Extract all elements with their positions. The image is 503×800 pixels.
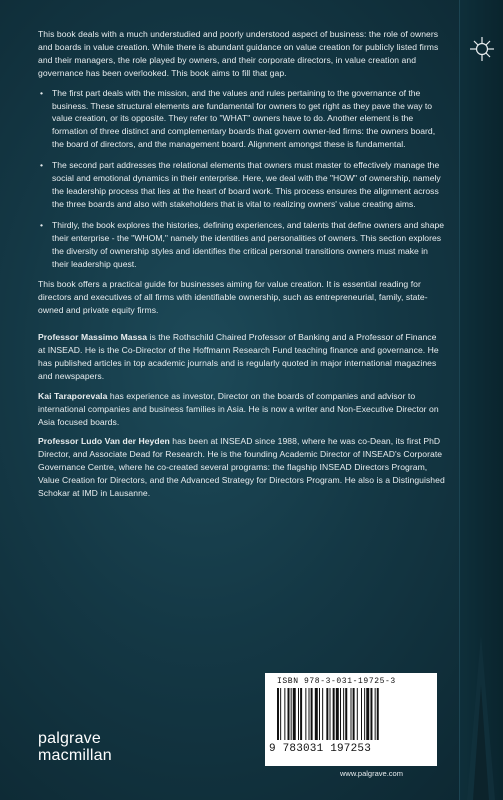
content-bullet-list <box>38 87 446 271</box>
back-cover-text <box>38 28 446 507</box>
author-name: Kai Taraporevala <box>38 390 108 401</box>
author-bio <box>38 331 446 383</box>
barcode-icon <box>277 688 425 740</box>
bullet-item: • The first part deals with the mission, and the values and rules pertaining to the governance of the business. These structural elements are fundamental for owners to get right as they pave the way to value creation, or its opposite. They refer to "WHAT" owners have to do. Another element is the formation of three distinct and complementary boards that govern owner-led firms: the owners board, the board of directors, and the management board. Alignment amongst these is fundamental. <box>38 87 446 152</box>
palgrave-spine-logo-icon <box>469 36 495 62</box>
author-name: Professor Massimo Massa <box>38 332 148 343</box>
author-bio <box>38 435 446 500</box>
isbn-label: ISBN 978-3-031-19725-3 <box>277 677 396 686</box>
closing-paragraph: This book offers a practical guide for businesses aiming for value creation. It is essential reading for directors and executives of all firms with identifiable ownership, such as entrepreneurial, family, state-owned and private equity firms. <box>38 279 428 316</box>
bullet-item: • Thirdly, the book explores the histories, defining experiences, and talents that define owners and shape their enterprise - the "WHOM," namely the identities and personalities of owners. This section explores the diversity of ownership styles and identifies the critical personal transitions owners must make in their leadership quest. <box>38 219 446 271</box>
publisher-name-line2: macmillan <box>38 747 112 764</box>
bullet-item: • The second part addresses the relational elements that owners must master to effectively manage the social and emotional dynamics in their enterprise. Here, we deal with the "HOW" of ownership, namely the leadership process that lies at the heart of board work. This process ensures the alignment across the three boards and also with stakeholders that is vital to realizing owners' value creating aims. <box>38 159 446 211</box>
author-description: has been at INSEAD since 1988, where he was co-Dean, its first PhD Director, and Associate Dead for Research. He is the founding Academic Director of INSEAD's Corporate Governance Centre, where he co-created several programs: the flagship INSEAD Directors Program, Value Creation for Directors, and the Advanced Strategy for Directors Program. He also is a Distinguished Schokar at IMD in Lausanne. <box>38 436 445 499</box>
publisher-logo <box>38 730 112 764</box>
isbn-barcode-box <box>265 673 437 766</box>
author-description: has experience as investor, Director on the boards of companies and advisor to international companies and business families in Asia. He is now a writer and Non-Executive Director on Asia focused boards. <box>38 390 439 427</box>
barcode-digits: 9 783031 197253 <box>269 743 372 755</box>
author-name: Professor Ludo Van der Heyden <box>38 436 170 447</box>
intro-paragraph: This book deals with a much understudied and poorly understood aspect of business: the role of owners and boards in value creation. While there is abundant guidance on value creation for publicly listed firms and their managers, the role played by owners, and their corporate directors, in value creation and governance has been overlooked. This book aims to fill that gap. <box>38 29 439 78</box>
author-description: is the Rothschild Chaired Professor of Banking and a Professor of Finance at INSEAD. He is the Co-Director of the Hoffmann Research Fund teaching finance and governance. He has published articles in top academic journals and is regularly quoted in major international magazines and newspapers. <box>38 332 439 381</box>
author-bio <box>38 390 446 429</box>
publisher-website: www.palgrave.com <box>340 769 403 778</box>
publisher-name-line1: palgrave <box>38 730 101 747</box>
spine-graphic <box>459 595 503 800</box>
